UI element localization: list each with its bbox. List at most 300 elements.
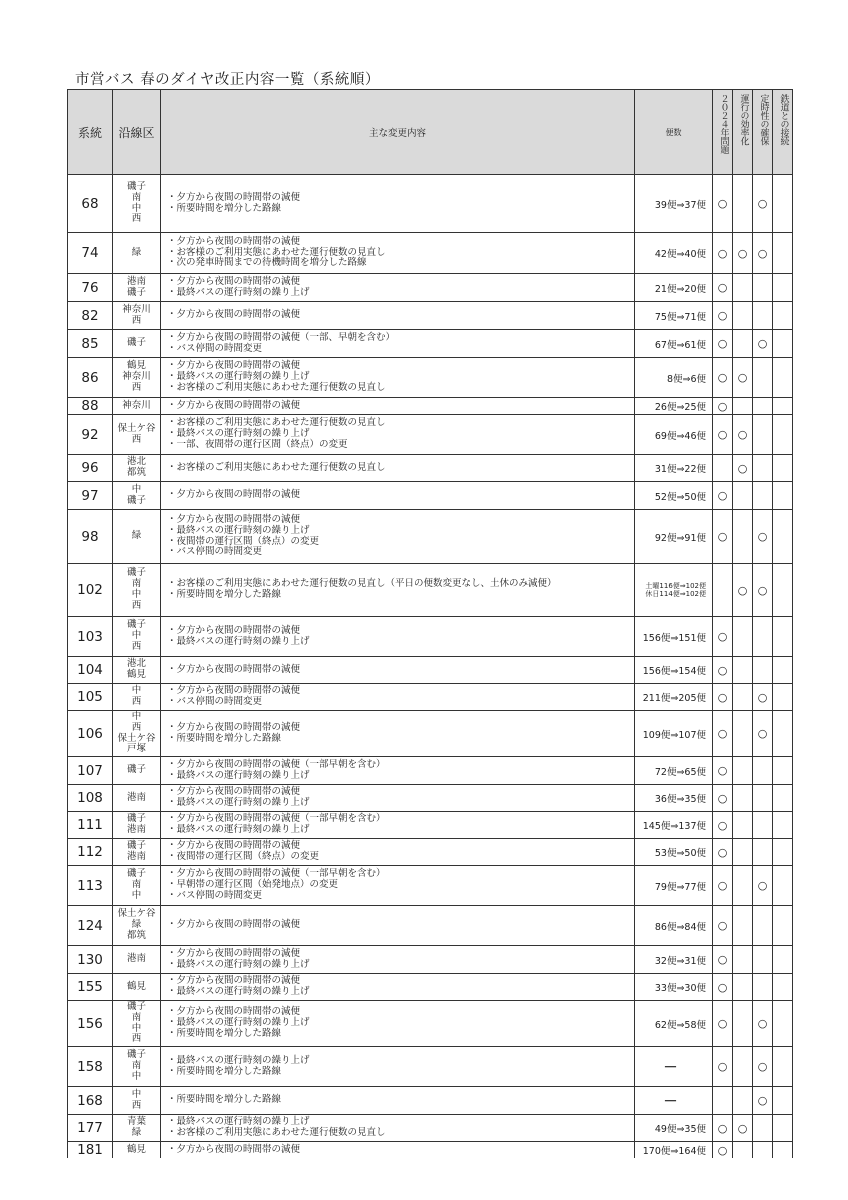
trips-cell: [635, 455, 713, 482]
flag-issue-2024: ○: [713, 839, 733, 866]
change-item: ・夕方から夜間の時間帯の減便: [167, 624, 301, 636]
area-name: 磯子: [126, 619, 146, 631]
change-item: ・最終バスの運行時刻の繰り上げ: [167, 428, 310, 440]
table-row: [68, 398, 793, 415]
system-number: 108: [68, 785, 113, 812]
flag-issue-2024: ○: [713, 785, 733, 812]
trip-count: －: [663, 1093, 678, 1110]
flag-efficiency: [733, 398, 753, 415]
trips-cell: [635, 617, 713, 657]
flag-rail-connection: [773, 711, 793, 757]
area-cell: [113, 274, 161, 302]
flag-efficiency: [733, 866, 753, 906]
changes-cell: [161, 302, 635, 330]
trips-cell: [635, 1142, 713, 1159]
table-row: [68, 657, 793, 684]
change-item: ・夕方から夜間の時間帯の減便（一部、早朝を含む）: [167, 331, 396, 343]
change-item: ・最終バスの運行時刻の繰り上げ: [167, 371, 310, 383]
area-name: 磯子: [126, 764, 146, 776]
change-item: ・所要時間を増分した路線: [167, 589, 282, 600]
area-name: 青葉: [126, 1116, 146, 1128]
change-item: ・最終バスの運行時刻の繰り上げ: [167, 824, 310, 835]
flag-issue-2024: ○: [713, 657, 733, 684]
flag-issue-2024: ○: [713, 757, 733, 785]
change-item: ・夜間帯の運行区間（終点）の変更: [167, 851, 320, 862]
area-name: 西: [131, 696, 142, 707]
system-number: 97: [68, 482, 113, 510]
area-name: 西: [131, 640, 142, 652]
change-item: ・最終バスの運行時刻の繰り上げ: [167, 524, 310, 536]
flag-efficiency: ○: [733, 455, 753, 482]
flag-issue-2024: ○: [713, 1142, 733, 1159]
area-cell: [113, 1087, 161, 1115]
flag-efficiency: [733, 974, 753, 1001]
flag-punctuality: ○: [753, 1087, 773, 1115]
flag-efficiency: [733, 785, 753, 812]
flag-rail-connection: [773, 1047, 793, 1087]
area-name: 南: [131, 1060, 142, 1072]
area-cell: [113, 906, 161, 946]
flag-punctuality: [753, 974, 773, 1001]
change-item: ・夕方から夜間の時間帯の減便: [167, 513, 301, 525]
flag-rail-connection: [773, 510, 793, 564]
system-number: 107: [68, 757, 113, 785]
flag-rail-connection: [773, 415, 793, 455]
flag-efficiency: [733, 482, 753, 510]
header-issue-2024: [713, 90, 733, 175]
flag-rail-connection: [773, 946, 793, 974]
change-item: ・夜間帯の運行区間（終点）の変更: [167, 535, 320, 547]
trips-cell: [635, 302, 713, 330]
area-name: 港南: [126, 824, 146, 835]
trips-cell: [635, 946, 713, 974]
flag-efficiency: [733, 684, 753, 711]
area-cell: [113, 358, 161, 398]
area-cell: [113, 398, 161, 415]
flag-rail-connection: [773, 330, 793, 358]
flag-rail-connection: [773, 274, 793, 302]
change-item: ・最終バスの運行時刻の繰り上げ: [167, 286, 310, 298]
header-punctuality: [753, 90, 773, 175]
system-number: 102: [68, 564, 113, 617]
flag-efficiency: [733, 274, 753, 302]
page-title: 市営バス 春のダイヤ改正内容一覧（系統順）: [75, 72, 380, 88]
change-item: ・最終バスの運行時刻の繰り上げ: [167, 958, 310, 970]
flag-efficiency: [733, 1087, 753, 1115]
flag-efficiency: [733, 1001, 753, 1047]
system-number: 85: [68, 330, 113, 358]
area-name: 磯子: [126, 567, 146, 579]
area-name: 中: [131, 685, 142, 697]
flag-efficiency: ○: [733, 1115, 753, 1142]
changes-cell: [161, 398, 635, 415]
change-item: ・バス停間の時間変更: [167, 342, 263, 354]
flag-punctuality: [753, 302, 773, 330]
flag-issue-2024: ○: [713, 906, 733, 946]
flag-efficiency: [733, 330, 753, 358]
trip-count: 32便⇒31便: [654, 955, 706, 967]
flag-issue-2024: ○: [713, 866, 733, 906]
trip-count: 170便⇒164便: [642, 1146, 706, 1157]
trip-count: 62便⇒58便: [654, 1019, 706, 1031]
system-number: 177: [68, 1115, 113, 1142]
header-rail-connection-label: 鉄道との接続: [778, 94, 789, 145]
change-item: ・夕方から夜間の時間帯の減便: [167, 1006, 301, 1018]
area-cell: [113, 1001, 161, 1047]
changes-cell: [161, 415, 635, 455]
trip-count: 67便⇒61便: [654, 339, 706, 351]
area-cell: [113, 175, 161, 233]
area-name: 港南: [126, 791, 146, 803]
flag-rail-connection: [773, 398, 793, 415]
flag-issue-2024: ○: [713, 617, 733, 657]
flag-efficiency: [733, 510, 753, 564]
flag-efficiency: [733, 1047, 753, 1087]
trip-count: 69便⇒46便: [654, 430, 706, 442]
flag-punctuality: ○: [753, 233, 773, 274]
change-item: ・夕方から夜間の時間帯の減便（一部早朝を含む）: [167, 758, 386, 770]
area-name: 西: [131, 381, 142, 393]
header-rail-connection: [773, 90, 793, 175]
area-name: 緑: [131, 919, 142, 931]
flag-rail-connection: [773, 455, 793, 482]
flag-efficiency: [733, 617, 753, 657]
trip-count: 31便⇒22便: [654, 464, 706, 475]
trip-count: 109便⇒107便: [642, 729, 706, 741]
flag-efficiency: [733, 812, 753, 839]
system-number: 68: [68, 175, 113, 233]
area-name: 保土ケ谷: [117, 732, 156, 744]
area-cell: [113, 711, 161, 757]
table-row: [68, 415, 793, 455]
change-item: ・早朝帯の運行区間（始発地点）の変更: [167, 879, 339, 891]
flag-efficiency: ○: [733, 233, 753, 274]
change-item: ・夕方から夜間の時間帯の減便（一部早朝を含む）: [167, 813, 386, 825]
change-item: ・夕方から夜間の時間帯の減便: [167, 235, 301, 247]
header-efficiency: [733, 90, 753, 175]
change-item: ・バス停間の時間変更: [167, 546, 263, 558]
table-row: [68, 175, 793, 233]
flag-punctuality: [753, 839, 773, 866]
flag-punctuality: [753, 1142, 773, 1159]
system-number: 74: [68, 233, 113, 274]
change-item: ・夕方から夜間の時間帯の減便: [167, 975, 301, 987]
changes-cell: [161, 358, 635, 398]
changes-cell: [161, 812, 635, 839]
area-name: 西: [131, 213, 142, 225]
system-number: 103: [68, 617, 113, 657]
table-row: [68, 455, 793, 482]
trips-cell: [635, 974, 713, 1001]
change-item: ・夕方から夜間の時間帯の減便: [167, 947, 301, 959]
flag-issue-2024: ○: [713, 175, 733, 233]
system-number: 124: [68, 906, 113, 946]
change-item: ・所要時間を増分した路線: [167, 1065, 282, 1077]
changes-cell: [161, 684, 635, 711]
trips-cell: [635, 482, 713, 510]
change-item: ・最終バスの運行時刻の繰り上げ: [167, 986, 310, 997]
flag-efficiency: [733, 906, 753, 946]
area-cell: [113, 455, 161, 482]
table-row: [68, 711, 793, 757]
area-name: 磯子: [126, 1049, 146, 1061]
change-item: ・お客様のご利用実態にあわせた運行便数の見直し: [167, 1127, 386, 1138]
header-system: 系統: [68, 90, 113, 175]
changes-cell: [161, 233, 635, 274]
change-item: ・お客様のご利用実態にあわせた運行便数の見直し: [167, 417, 386, 429]
flag-rail-connection: [773, 482, 793, 510]
flag-rail-connection: [773, 657, 793, 684]
trip-count: 土曜116便⇒102便: [645, 581, 706, 590]
area-name: 磯子: [126, 286, 146, 298]
area-name: 緑: [131, 246, 142, 258]
area-name: 緑: [131, 530, 142, 542]
changes-cell: [161, 564, 635, 617]
table-row: [68, 1142, 793, 1159]
change-item: ・夕方から夜間の時間帯の減便: [167, 399, 301, 411]
trips-cell: [635, 175, 713, 233]
area-name: 西: [131, 599, 142, 611]
change-item: ・夕方から夜間の時間帯の減便: [167, 685, 301, 697]
flag-issue-2024: [713, 455, 733, 482]
area-name: 神奈川: [122, 303, 151, 315]
area-name: 中: [131, 483, 142, 495]
change-item: ・夕方から夜間の時間帯の減便: [167, 786, 301, 798]
flag-rail-connection: [773, 617, 793, 657]
change-item: ・所要時間を増分した路線: [167, 732, 282, 744]
flag-rail-connection: [773, 866, 793, 906]
system-number: 98: [68, 510, 113, 564]
changes-cell: [161, 946, 635, 974]
system-number: 88: [68, 398, 113, 415]
changes-cell: [161, 785, 635, 812]
flag-punctuality: [753, 358, 773, 398]
changes-cell: [161, 657, 635, 684]
system-number: 112: [68, 839, 113, 866]
flag-issue-2024: ○: [713, 233, 733, 274]
change-item: ・夕方から夜間の時間帯の減便: [167, 360, 301, 372]
change-item: ・最終バスの運行時刻の繰り上げ: [167, 1017, 310, 1029]
trips-cell: [635, 358, 713, 398]
flag-rail-connection: [773, 974, 793, 1001]
area-name: 中: [131, 1070, 142, 1082]
flag-issue-2024: ○: [713, 812, 733, 839]
flag-rail-connection: [773, 1115, 793, 1142]
change-item: ・夕方から夜間の時間帯の減便: [167, 191, 301, 203]
header-area: 沿線区: [113, 90, 161, 175]
flag-efficiency: [733, 302, 753, 330]
system-number: 113: [68, 866, 113, 906]
area-name: 鶴見: [126, 360, 146, 372]
flag-issue-2024: [713, 1087, 733, 1115]
system-number: 96: [68, 455, 113, 482]
area-name: 鶴見: [126, 1143, 146, 1155]
flag-punctuality: ○: [753, 330, 773, 358]
change-item: ・所要時間を増分した路線: [167, 1094, 282, 1106]
trip-count: 33便⇒30便: [654, 983, 706, 994]
trip-count: 休日114便⇒102便: [645, 590, 706, 598]
trips-cell: [635, 415, 713, 455]
change-item: ・最終バスの運行時刻の繰り上げ: [167, 769, 310, 781]
trips-cell: [635, 757, 713, 785]
trip-count: 36便⇒35便: [654, 794, 706, 805]
trips-cell: [635, 274, 713, 302]
area-cell: [113, 974, 161, 1001]
table-row: [68, 906, 793, 946]
area-name: 西: [131, 721, 142, 733]
flag-issue-2024: ○: [713, 358, 733, 398]
changes-cell: [161, 1115, 635, 1142]
trips-cell: [635, 1047, 713, 1087]
area-name: 港南: [126, 953, 146, 965]
change-item: ・夕方から夜間の時間帯の減便: [167, 1143, 301, 1155]
table-row: [68, 1001, 793, 1047]
area-name: 港北: [126, 456, 146, 468]
area-cell: [113, 1115, 161, 1142]
area-name: 港北: [126, 658, 146, 670]
system-number: 82: [68, 302, 113, 330]
flag-rail-connection: [773, 757, 793, 785]
table-row: [68, 564, 793, 617]
system-number: 130: [68, 946, 113, 974]
system-number: 181: [68, 1142, 113, 1159]
trip-count: 49便⇒35便: [654, 1124, 706, 1135]
area-name: 中: [131, 630, 142, 642]
table-body: [68, 175, 793, 1159]
flag-punctuality: [753, 1115, 773, 1142]
area-name: 中: [131, 889, 142, 901]
trip-count: 92便⇒91便: [654, 532, 706, 544]
flag-efficiency: ○: [733, 415, 753, 455]
flag-issue-2024: ○: [713, 974, 733, 1001]
trip-count: 86便⇒84便: [654, 921, 706, 933]
change-item: ・所要時間を増分した路線: [167, 202, 282, 214]
flag-punctuality: ○: [753, 510, 773, 564]
flag-issue-2024: ○: [713, 482, 733, 510]
changes-cell: [161, 455, 635, 482]
area-name: 神奈川: [122, 371, 151, 383]
header-issue-2024-label: ２０２４年問題: [718, 94, 729, 154]
area-name: 都筑: [126, 467, 146, 478]
change-item: ・最終バスの運行時刻の繰り上げ: [167, 797, 310, 808]
table-row: [68, 684, 793, 711]
flag-rail-connection: [773, 785, 793, 812]
trip-count: 75便⇒71便: [654, 311, 706, 323]
trips-cell: [635, 233, 713, 274]
trip-count: 39便⇒37便: [654, 199, 706, 211]
trips-cell: [635, 839, 713, 866]
system-number: 158: [68, 1047, 113, 1087]
changes-cell: [161, 1001, 635, 1047]
area-name: 鶴見: [126, 669, 146, 680]
flag-issue-2024: ○: [713, 1047, 733, 1087]
flag-punctuality: [753, 946, 773, 974]
area-name: 南: [131, 191, 142, 203]
table-row: [68, 839, 793, 866]
change-item: ・お客様のご利用実態にあわせた運行便数の見直し（平日の便数変更なし、土休のみ減便）: [167, 578, 557, 590]
changes-cell: [161, 510, 635, 564]
trips-cell: [635, 1001, 713, 1047]
flag-rail-connection: [773, 175, 793, 233]
table-row: [68, 358, 793, 398]
area-name: 保土ケ谷: [117, 422, 156, 434]
area-name: 鶴見: [126, 980, 146, 992]
flag-rail-connection: [773, 302, 793, 330]
trips-cell: [635, 812, 713, 839]
table-row: [68, 617, 793, 657]
system-number: 155: [68, 974, 113, 1001]
table-row: [68, 757, 793, 785]
changes-cell: [161, 839, 635, 866]
area-name: 磯子: [126, 868, 146, 880]
flag-punctuality: [753, 757, 773, 785]
area-name: 南: [131, 1011, 142, 1023]
table-row: [68, 785, 793, 812]
changes-cell: [161, 1087, 635, 1115]
area-name: 磯子: [126, 494, 146, 506]
changes-cell: [161, 482, 635, 510]
flag-punctuality: ○: [753, 866, 773, 906]
table-row: [68, 1047, 793, 1087]
system-number: 106: [68, 711, 113, 757]
flag-rail-connection: [773, 812, 793, 839]
trip-count: 53便⇒50便: [654, 848, 706, 859]
flag-punctuality: ○: [753, 711, 773, 757]
flag-issue-2024: ○: [713, 510, 733, 564]
flag-rail-connection: [773, 906, 793, 946]
change-item: ・お客様のご利用実態にあわせた運行便数の見直し: [167, 461, 386, 473]
flag-rail-connection: [773, 684, 793, 711]
flag-efficiency: ○: [733, 358, 753, 398]
flag-issue-2024: ○: [713, 946, 733, 974]
flag-punctuality: [753, 617, 773, 657]
flag-issue-2024: ○: [713, 711, 733, 757]
flag-rail-connection: [773, 1087, 793, 1115]
table-header-row: [68, 90, 793, 175]
area-name: 中: [131, 710, 142, 722]
table-row: [68, 330, 793, 358]
flag-efficiency: [733, 757, 753, 785]
area-cell: [113, 510, 161, 564]
changes-cell: [161, 274, 635, 302]
changes-cell: [161, 1047, 635, 1087]
system-number: 104: [68, 657, 113, 684]
table-row: [68, 866, 793, 906]
change-item: ・夕方から夜間の時間帯の減便（一部早朝を含む）: [167, 868, 386, 880]
flag-issue-2024: ○: [713, 684, 733, 711]
system-number: 86: [68, 358, 113, 398]
flag-punctuality: [753, 482, 773, 510]
trip-count: 26便⇒25便: [654, 402, 706, 413]
area-cell: [113, 1142, 161, 1159]
trips-cell: [635, 398, 713, 415]
changes-cell: [161, 757, 635, 785]
system-number: 76: [68, 274, 113, 302]
change-item: ・バス停間の時間変更: [167, 696, 263, 707]
change-item: ・夕方から夜間の時間帯の減便: [167, 919, 301, 931]
area-cell: [113, 617, 161, 657]
flag-punctuality: [753, 657, 773, 684]
flag-issue-2024: ○: [713, 398, 733, 415]
flag-rail-connection: [773, 1001, 793, 1047]
trips-cell: [635, 711, 713, 757]
area-cell: [113, 812, 161, 839]
area-name: 西: [131, 433, 142, 445]
area-name: 磯子: [126, 1000, 146, 1012]
flag-issue-2024: ○: [713, 274, 733, 302]
trip-count: 156便⇒154便: [642, 666, 706, 677]
change-item: ・夕方から夜間の時間帯の減便: [167, 663, 301, 675]
